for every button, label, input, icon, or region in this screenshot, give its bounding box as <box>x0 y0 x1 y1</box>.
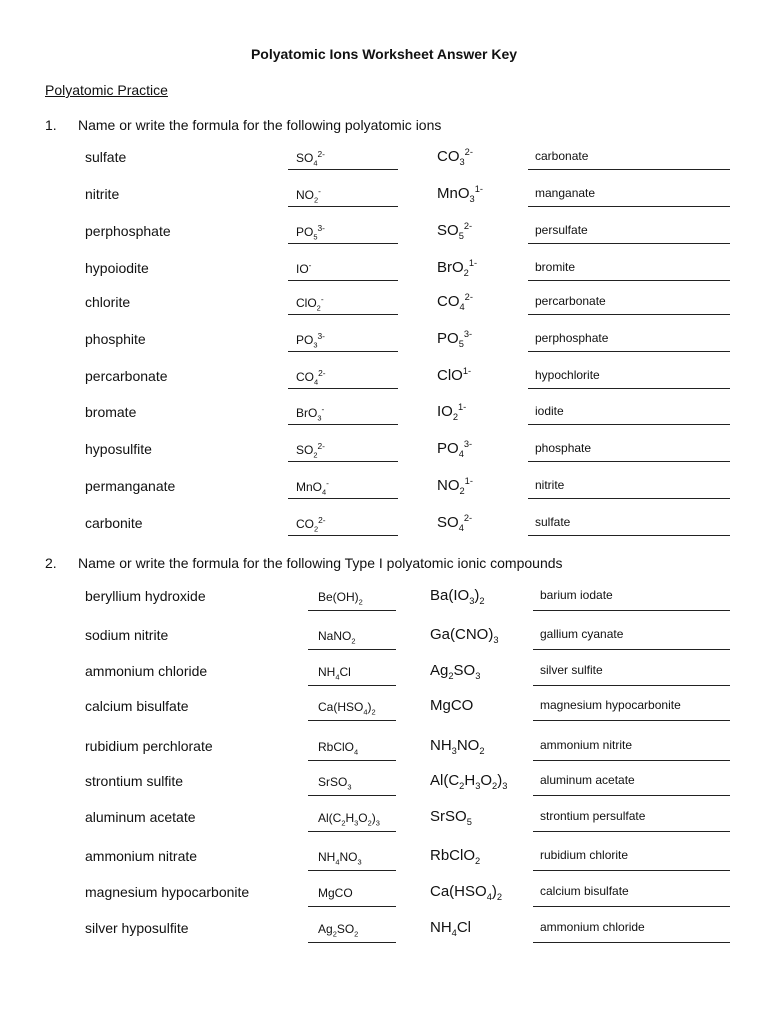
item-name: phosphite <box>85 331 146 347</box>
answer-line <box>528 535 730 536</box>
item-name: bromate <box>85 404 137 420</box>
q2-row <box>0 627 768 657</box>
answer-name: phosphate <box>535 441 592 455</box>
question-2-prompt: Name or write the formula for the following Type I polyatomic ionic compounds <box>78 555 563 571</box>
given-formula: $PO_4^{3-}$ <box>437 439 473 459</box>
q1-row <box>0 294 768 324</box>
item-name: calcium bisulfate <box>85 698 189 714</box>
given-formula: SrSO$_5$ <box>430 808 472 827</box>
answer-name: manganate <box>535 186 596 200</box>
answer-name: magnesium hypocarbonite <box>540 698 681 712</box>
q2-row <box>0 698 768 728</box>
q2-row <box>0 920 768 950</box>
answer-formula: ClO$_2$- <box>296 294 324 313</box>
answer-formula: NaNO$_2$ <box>318 629 356 646</box>
item-name: magnesium hypocarbonite <box>85 884 250 900</box>
item-name: ammonium chloride <box>85 663 208 679</box>
answer-formula: $PO_3^{3-}$ <box>296 331 325 350</box>
item-name: aluminum acetate <box>85 809 196 825</box>
q1-row <box>0 149 768 179</box>
answer-formula: $SO_2^{2-}$ <box>296 441 325 460</box>
answer-name: iodite <box>535 404 564 418</box>
answer-formula: $CO_2^{2-}$ <box>296 515 326 534</box>
answer-line <box>308 760 396 761</box>
q2-row <box>0 663 768 693</box>
answer-line <box>308 685 396 686</box>
answer-formula: RbClO$_4$ <box>318 740 359 757</box>
answer-line <box>308 870 396 871</box>
given-formula: $SO_4^{2-}$ <box>437 513 473 533</box>
item-name: beryllium hydroxide <box>85 588 206 604</box>
answer-line <box>288 314 398 315</box>
answer-formula: $SO_4^{2-}$ <box>296 149 325 168</box>
q1-row <box>0 441 768 471</box>
given-formula: $SO_5^{2-}$ <box>437 221 473 241</box>
item-name: permanganate <box>85 478 176 494</box>
answer-name: carbonate <box>535 149 589 163</box>
answer-line <box>528 388 730 389</box>
answer-name: sulfate <box>535 515 571 529</box>
given-formula: BrO$_2^{1-}$ <box>437 258 478 278</box>
q2-row <box>0 884 768 914</box>
page-title: Polyatomic Ions Worksheet Answer Key <box>250 46 518 62</box>
answer-line <box>288 424 398 425</box>
answer-name: strontium persulfate <box>540 809 646 823</box>
answer-line <box>533 649 730 650</box>
answer-name: rubidium chlorite <box>540 848 629 862</box>
section-heading: Polyatomic Practice <box>45 82 168 98</box>
answer-formula: $NO_2^-$ <box>296 186 321 205</box>
q2-row <box>0 738 768 768</box>
answer-formula: MgCO <box>318 886 353 900</box>
given-formula: $NH_4Cl$ <box>430 919 472 938</box>
q1-row <box>0 260 768 290</box>
answer-line <box>308 831 396 832</box>
answer-formula: $Ag_2SO_2$ <box>318 922 359 939</box>
answer-line <box>533 795 730 796</box>
item-name: percarbonate <box>85 368 168 384</box>
question-1-number: 1. <box>45 117 57 133</box>
answer-line <box>308 942 396 943</box>
answer-line <box>288 280 398 281</box>
item-name: nitrite <box>85 186 120 202</box>
item-name: hyposulfite <box>85 441 152 457</box>
given-formula: $Al(C_2H_3O_2)_3$ <box>430 772 508 791</box>
answer-formula: MnO$_4$- <box>296 478 329 497</box>
q1-row <box>0 368 768 398</box>
answer-line <box>533 685 730 686</box>
given-formula: $Ba(IO_3)_2$ <box>430 587 485 606</box>
answer-line <box>308 720 396 721</box>
q1-row <box>0 515 768 545</box>
answer-name: ammonium chloride <box>540 920 645 934</box>
answer-line <box>533 942 730 943</box>
answer-formula: $NH_4Cl$ <box>318 665 351 682</box>
q1-row <box>0 186 768 216</box>
given-formula: $CO_3^{2-}$ <box>437 147 473 167</box>
q1-row <box>0 478 768 508</box>
answer-line <box>288 351 398 352</box>
answer-line <box>308 610 396 611</box>
answer-line <box>528 206 730 207</box>
answer-line <box>528 169 730 170</box>
given-formula: $Ga(CNO)_3$ <box>430 626 499 645</box>
answer-line <box>288 498 398 499</box>
answer-formula: $CO_4^{2-}$ <box>296 368 326 387</box>
answer-name: aluminum acetate <box>540 773 635 787</box>
q1-row <box>0 223 768 253</box>
given-formula: $CO_4^{2-}$ <box>437 292 473 312</box>
item-name: chlorite <box>85 294 131 310</box>
answer-line <box>288 243 398 244</box>
given-formula: MnO$_3^{1-}$ <box>437 184 483 204</box>
answer-name: gallium cyanate <box>540 627 624 641</box>
answer-line <box>528 314 730 315</box>
answer-name: percarbonate <box>535 294 606 308</box>
answer-line <box>528 351 730 352</box>
q1-row <box>0 404 768 434</box>
answer-name: silver sulfite <box>540 663 603 677</box>
answer-line <box>288 461 398 462</box>
answer-line <box>533 610 730 611</box>
given-formula: $NH_3NO_2$ <box>430 737 485 756</box>
answer-line <box>528 498 730 499</box>
given-formula: ClO$^{1-}$ <box>437 366 472 384</box>
answer-line <box>528 461 730 462</box>
given-formula: $NO_2^{1-}$ <box>437 476 473 496</box>
given-formula: $Ca(HSO_4)_2$ <box>430 883 503 902</box>
given-formula: MgCO <box>430 697 474 714</box>
answer-formula: $NH_4NO_3$ <box>318 850 362 867</box>
answer-formula: BrO$_3$- <box>296 404 325 423</box>
given-formula: $IO_2^{1-}$ <box>437 402 467 422</box>
given-formula: RbClO$_2$ <box>430 847 481 866</box>
item-name: strontium sulfite <box>85 773 184 789</box>
item-name: carbonite <box>85 515 143 531</box>
answer-line <box>288 388 398 389</box>
answer-name: bromite <box>535 260 576 274</box>
item-name: sodium nitrite <box>85 627 169 643</box>
q1-row <box>0 331 768 361</box>
answer-formula: SrSO$_3$ <box>318 775 352 792</box>
q2-row <box>0 848 768 878</box>
answer-name: perphosphate <box>535 331 609 345</box>
answer-line <box>533 831 730 832</box>
question-2-number: 2. <box>45 555 57 571</box>
answer-formula: $PO_5^{3-}$ <box>296 223 325 242</box>
answer-name: calcium bisulfate <box>540 884 629 898</box>
answer-line <box>528 243 730 244</box>
item-name: silver hyposulfite <box>85 920 189 936</box>
answer-line <box>528 424 730 425</box>
q2-row <box>0 773 768 803</box>
answer-line <box>533 760 730 761</box>
answer-line <box>533 720 730 721</box>
answer-line <box>533 870 730 871</box>
answer-name: ammonium nitrite <box>540 738 633 752</box>
item-name: hypoiodite <box>85 260 149 276</box>
given-formula: $Ag_2SO_3$ <box>430 662 481 681</box>
answer-formula: IO- <box>296 260 312 276</box>
answer-name: nitrite <box>535 478 565 492</box>
answer-formula: $Be(OH)_2$ <box>318 590 363 607</box>
answer-formula: $Al(C_2H_3O_2)_3$ <box>318 811 380 828</box>
answer-line <box>288 206 398 207</box>
given-formula: $PO_5^{3-}$ <box>437 329 473 349</box>
q2-row <box>0 809 768 839</box>
answer-name: barium iodate <box>540 588 613 602</box>
answer-line <box>288 535 398 536</box>
item-name: ammonium nitrate <box>85 848 198 864</box>
item-name: rubidium perchlorate <box>85 738 213 754</box>
answer-line <box>528 280 730 281</box>
answer-line <box>308 649 396 650</box>
q2-row <box>0 588 768 618</box>
question-1-prompt: Name or write the formula for the following polyatomic ions <box>78 117 442 133</box>
item-name: sulfate <box>85 149 127 165</box>
answer-line <box>288 169 398 170</box>
answer-name: hypochlorite <box>535 368 600 382</box>
answer-name: persulfate <box>535 223 588 237</box>
answer-line <box>308 906 396 907</box>
answer-line <box>308 795 396 796</box>
item-name: perphosphate <box>85 223 171 239</box>
answer-line <box>533 906 730 907</box>
answer-formula: $Ca(HSO_4)_2$ <box>318 700 376 717</box>
